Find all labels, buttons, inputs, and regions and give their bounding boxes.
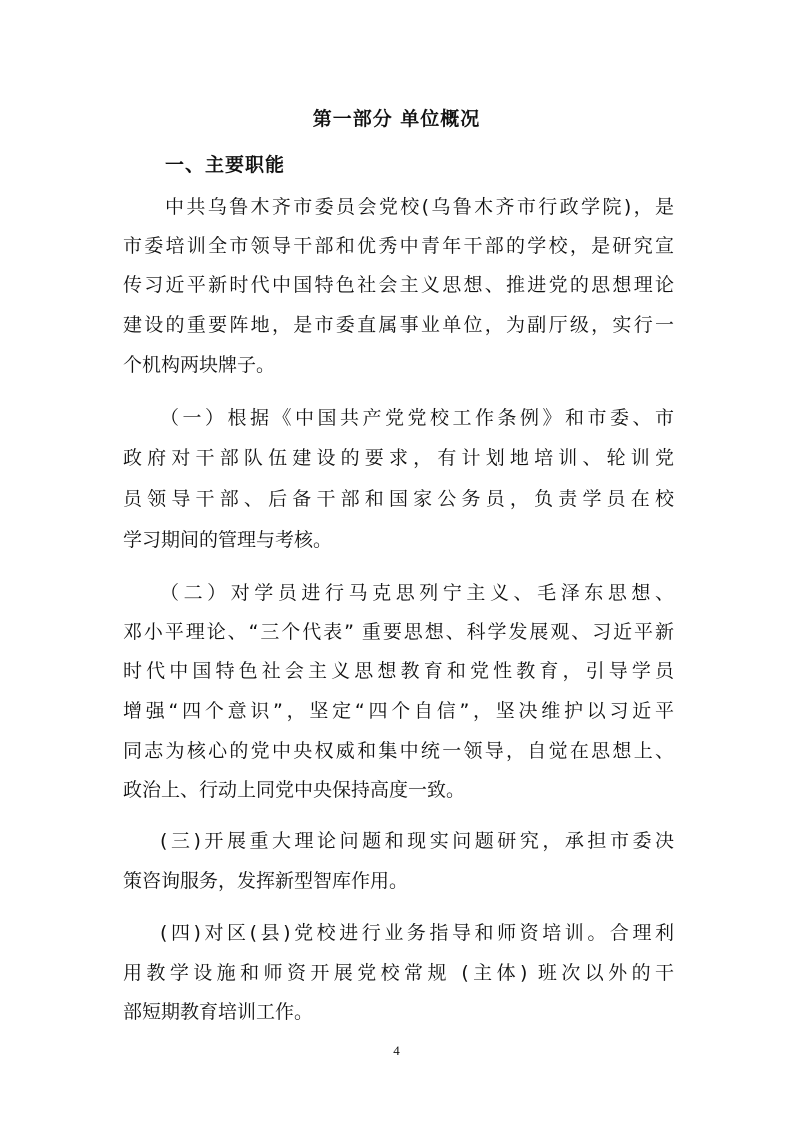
paragraph-line: 学习期间的管理与考核。 (123, 529, 333, 551)
section-heading: 一、主要职能 (165, 154, 286, 176)
paragraph-line: 政治上、行动上同党中央保持高度一致。 (123, 779, 466, 801)
paragraph-line: 同志为核心的党中央权威和集中统一领导，自觉在思想上、 (123, 740, 674, 762)
paragraph-line: 邓小平理论、“三个代表” 重要思想、科学发展观、习近平新 (123, 621, 674, 643)
paragraph-line: 策咨询服务，发挥新型智库作用。 (123, 870, 409, 892)
paragraph-line: 增强“四个意识”，坚定“四个自信”，坚决维护以习近平 (123, 700, 674, 722)
paragraph-line: 部短期教育培训工作。 (123, 1001, 314, 1023)
paragraph-line: (四)对区(县)党校进行业务指导和师资培训。合理利 (160, 922, 674, 944)
paragraph-line: 员领导干部、后备干部和国家公务员，负责学员在校 (123, 488, 674, 510)
paragraph-line: 个机构两块牌子。 (123, 354, 276, 376)
paragraph-line: 政府对干部队伍建设的要求，有计划地培训、轮训党 (123, 447, 674, 469)
paragraph-line: 中共乌鲁木齐市委员会党校(乌鲁木齐市行政学院)，是 (165, 196, 674, 218)
paragraph-line: 传习近平新时代中国特色社会主义思想、推进党的思想理论 (123, 274, 674, 296)
paragraph-line: （一）根据《中国共产党党校工作条例》和市委、市 (160, 407, 674, 429)
paragraph-line: (三)开展重大理论问题和现实问题研究，承担市委决 (160, 830, 674, 852)
paragraph-line: 建设的重要阵地，是市委直属事业单位，为副厅级，实行一 (123, 314, 674, 336)
page-title: 第一部分 单位概况 (312, 108, 481, 130)
page-number: 4 (393, 1043, 400, 1058)
paragraph-line: 时代中国特色社会主义思想教育和党性教育，引导学员 (123, 660, 674, 682)
paragraph-line: 市委培训全市领导干部和优秀中青年干部的学校，是研究宣 (123, 235, 674, 257)
paragraph-line: （二）对学员进行马克思列宁主义、毛泽东思想、 (160, 582, 674, 604)
paragraph-line: 用教学设施和师资开展党校常规 (主体) 班次以外的干 (123, 962, 674, 984)
